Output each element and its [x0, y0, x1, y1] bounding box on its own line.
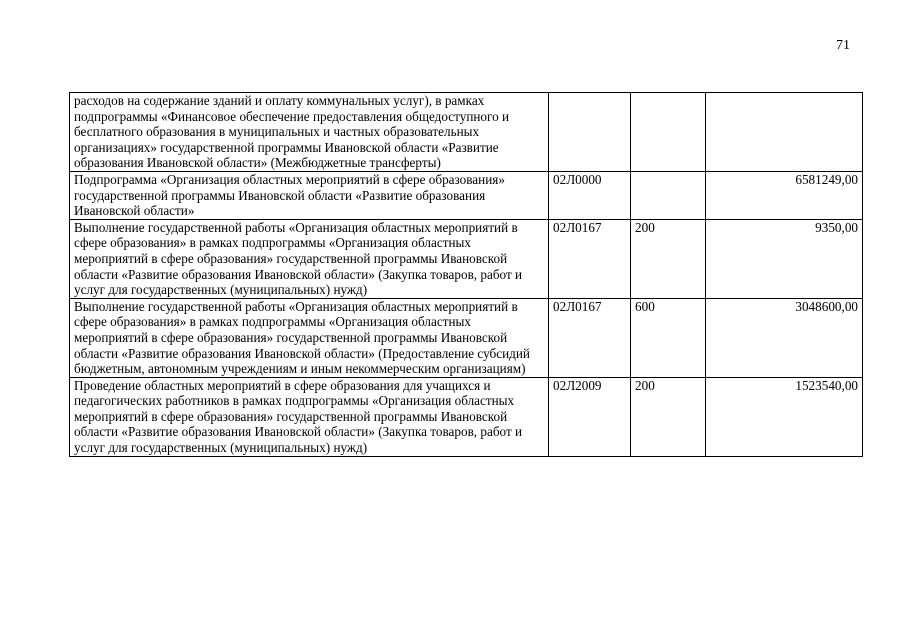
row-name-cell: расходов на содержание зданий и оплату коммунальных услуг), в рамках подпрограммы «Финансовое обеспечение предоставления общедоступного и бесплатного образования в муниципальных и частных образовательных организациях» государственной программы Ивановской области «Развитие образования Ивановской области» (Межбюджетные трансферты) — [70, 93, 549, 172]
expense-type-cell: 200 — [631, 377, 706, 456]
table-row — [70, 219, 863, 298]
target-article-cell — [549, 93, 631, 172]
table-row — [70, 298, 863, 377]
amount-cell — [706, 93, 863, 172]
expense-type-cell — [631, 171, 706, 219]
row-name-cell: Выполнение государственной работы «Организация областных мероприятий в сфере образования» в рамках подпрограммы «Организация областных мероприятий в сфере образования» государственной программы Ивановской области «Развитие образования Ивановской области» (Закупка товаров, работ и услуг для государственных (муниципальных) нужд) — [70, 219, 549, 298]
table-row — [70, 93, 863, 172]
expense-type-cell — [631, 93, 706, 172]
expense-type-cell: 200 — [631, 219, 706, 298]
amount-cell: 6581249,00 — [706, 171, 863, 219]
amount-cell: 9350,00 — [706, 219, 863, 298]
budget-table — [69, 92, 863, 457]
target-article-cell: 02Л0000 — [549, 171, 631, 219]
amount-cell: 1523540,00 — [706, 377, 863, 456]
row-name-cell: Выполнение государственной работы «Организация областных мероприятий в сфере образования» в рамках подпрограммы «Организация областных мероприятий в сфере образования» государственной программы Ивановской области «Развитие образования Ивановской области» (Предоставление субсидий бюджетным, автономным учреждениям и иным некоммерческим организациям) — [70, 298, 549, 377]
target-article-cell: 02Л2009 — [549, 377, 631, 456]
row-name-cell: Подпрограмма «Организация областных мероприятий в сфере образования» государственной программы Ивановской области «Развитие образования Ивановской области» — [70, 171, 549, 219]
table-row — [70, 171, 863, 219]
target-article-cell: 02Л0167 — [549, 219, 631, 298]
row-name-cell: Проведение областных мероприятий в сфере образования для учащихся и педагогических работников в рамках подпрограммы «Организация областных мероприятий в сфере образования» государственной программы Ивановской области «Развитие образования Ивановской области» (Закупка товаров, работ и услуг для государственных (муниципальных) нужд) — [70, 377, 549, 456]
table-row — [70, 377, 863, 456]
amount-cell: 3048600,00 — [706, 298, 863, 377]
target-article-cell: 02Л0167 — [549, 298, 631, 377]
page-number: 71 — [836, 38, 850, 53]
expense-type-cell: 600 — [631, 298, 706, 377]
